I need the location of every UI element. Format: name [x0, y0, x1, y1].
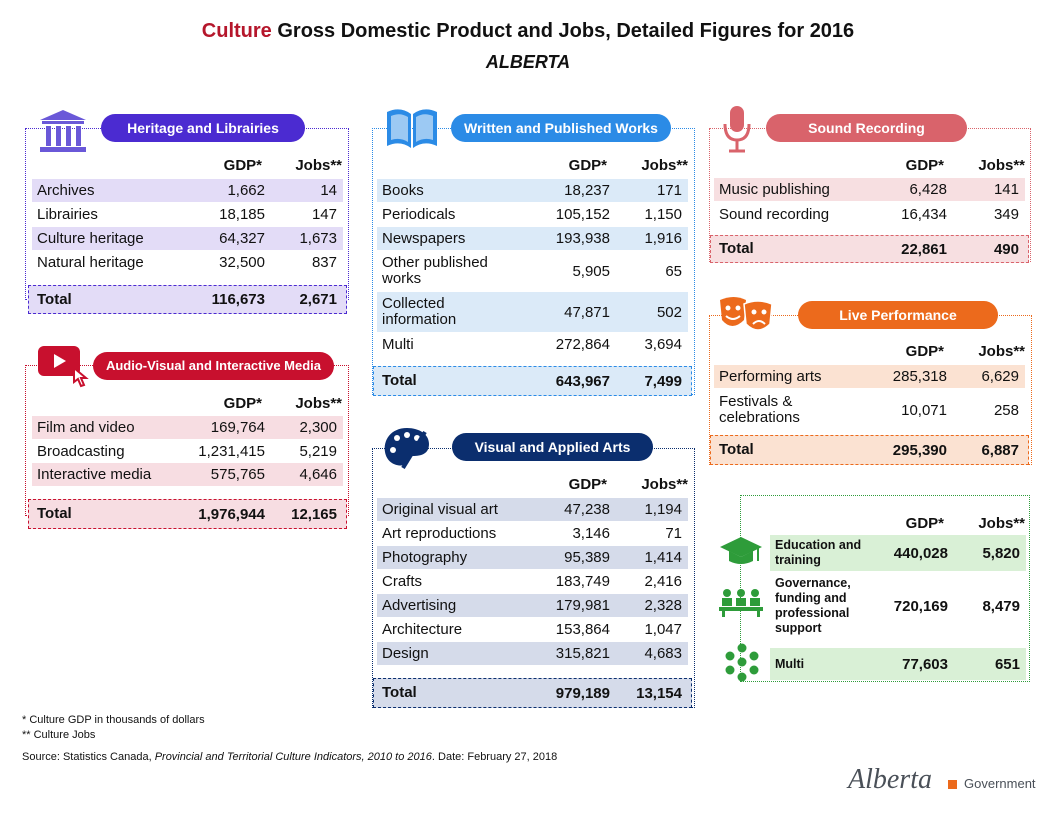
visual-row-gdp: 47,238 [564, 501, 610, 518]
sound-row-label: Music publishing [719, 180, 830, 198]
audio-row [32, 463, 343, 486]
audio-total-row [32, 501, 343, 527]
multi-dots-icon [722, 642, 762, 682]
visual-row-gdp: 153,864 [555, 621, 610, 638]
audio-row-jobs: 2,300 [299, 419, 337, 436]
written-row-gdp: 47,871 [564, 303, 610, 321]
heritage-row [32, 203, 343, 226]
audio-title: Audio-Visual and Interactive Media [93, 352, 334, 380]
audio-row [32, 440, 343, 463]
written-row-jobs: 65 [665, 262, 682, 280]
written-row [377, 179, 688, 202]
written-total-gdp: 643,967 [555, 372, 610, 390]
visual-total-label: Total [382, 684, 417, 701]
visual-row-jobs: 4,683 [644, 645, 682, 662]
audio-row-label: Film and video [37, 418, 135, 436]
other-row-gdp: 720,169 [893, 597, 948, 615]
meeting-table-icon [718, 588, 764, 618]
sound-row [714, 203, 1025, 226]
visual-total-jobs: 13,154 [636, 684, 682, 702]
visual-gdp-header: GDP* [568, 476, 607, 493]
written-row-label: Books [382, 181, 424, 199]
visual-jobs-header: Jobs** [641, 476, 688, 493]
visual-row [377, 522, 688, 545]
visual-row [377, 618, 688, 641]
heritage-row-gdp: 18,185 [219, 206, 265, 223]
sound-row-gdp: 16,434 [901, 206, 947, 223]
palette-icon [381, 424, 433, 472]
title-accent: Culture [201, 20, 272, 42]
heritage-row-label: Librairies [37, 205, 98, 223]
written-row-jobs: 502 [656, 303, 682, 321]
sound-row-jobs: 141 [993, 181, 1019, 198]
heritage-row-gdp: 32,500 [219, 254, 265, 271]
sound-row-gdp: 6,428 [909, 181, 947, 198]
live-total-jobs: 6,887 [981, 441, 1019, 459]
other-row-jobs: 8,479 [982, 597, 1020, 615]
sound-total-gdp: 22,861 [901, 240, 947, 258]
audio-gdp-header: GDP* [223, 395, 262, 412]
heritage-gdp-header: GDP* [223, 157, 262, 174]
visual-row-label: Photography [382, 548, 468, 566]
written-total-row [377, 368, 688, 394]
audio-total-label: Total [37, 505, 72, 522]
live-row [714, 365, 1025, 388]
sound-title: Sound Recording [766, 114, 967, 142]
live-row-jobs: 6,629 [981, 368, 1019, 385]
live-gdp-header: GDP* [905, 343, 944, 360]
visual-row-label: Original visual art [382, 500, 498, 518]
sound-row-label: Sound recording [719, 205, 830, 223]
audio-row-gdp: 1,231,415 [198, 443, 265, 460]
source-prefix: Source: Statistics Canada, [22, 751, 155, 763]
visual-row [377, 642, 688, 665]
audio-row-label: Broadcasting [37, 442, 125, 460]
heritage-row [32, 227, 343, 250]
heritage-total-label: Total [37, 290, 72, 308]
audio-row-jobs: 4,646 [299, 466, 337, 483]
audio-row-gdp: 575,765 [210, 466, 265, 483]
audio-total-gdp: 1,976,944 [198, 505, 265, 523]
heritage-row [32, 179, 343, 202]
visual-row-gdp: 183,749 [555, 573, 610, 590]
written-row-gdp: 272,864 [555, 336, 610, 353]
other-row-label: Governance, funding and professional support [775, 576, 851, 635]
sound-row-jobs: 349 [993, 206, 1019, 223]
source-title: Provincial and Territorial Culture Indicators, 2010 to 2016 [154, 751, 432, 763]
page-subtitle: ALBERTA [485, 52, 571, 72]
other-row-gdp: 440,028 [893, 544, 948, 562]
written-jobs-header: Jobs** [641, 157, 688, 174]
written-total-label: Total [382, 372, 417, 389]
sound-total-jobs: 490 [993, 240, 1019, 258]
visual-row [377, 498, 688, 521]
government-text: Government [964, 776, 1036, 791]
visual-row-label: Art reproductions [382, 524, 497, 542]
live-total-label: Total [719, 441, 754, 458]
sound-jobs-header: Jobs** [978, 157, 1025, 174]
written-row [377, 203, 688, 226]
audio-row [32, 416, 343, 439]
written-gdp-header: GDP* [568, 157, 607, 174]
other-row-label: Multi [775, 656, 805, 671]
heritage-row-label: Natural heritage [37, 253, 144, 271]
sound-total-label: Total [719, 240, 754, 257]
live-total-gdp: 295,390 [892, 441, 947, 459]
audio-row-jobs: 5,219 [299, 443, 337, 460]
heritage-total-gdp: 116,673 [211, 291, 265, 308]
sound-gdp-header: GDP* [905, 157, 944, 174]
written-row-gdp: 5,905 [572, 262, 610, 280]
visual-total-row [377, 680, 688, 706]
heritage-row-label: Culture heritage [37, 229, 144, 247]
visual-title: Visual and Applied Arts [452, 433, 653, 461]
written-row-label: Multi [382, 335, 414, 353]
written-row [377, 251, 688, 291]
visual-row-jobs: 1,047 [644, 621, 682, 638]
live-row-label: Performing arts [719, 367, 822, 385]
microphone-icon [720, 104, 754, 154]
visual-row-jobs: 1,194 [644, 501, 682, 518]
live-row [714, 390, 1025, 430]
audio-jobs-header: Jobs** [295, 395, 342, 412]
written-row-gdp: 105,152 [555, 206, 610, 223]
title-rest: Gross Domestic Product and Jobs, Detailed Figures for 2016 [271, 20, 855, 42]
sound-row [714, 178, 1025, 201]
visual-row [377, 594, 688, 617]
written-row [377, 333, 688, 356]
other-row [770, 572, 1026, 640]
written-row-gdp: 193,938 [555, 230, 610, 247]
written-row-label: Periodicals [382, 205, 456, 223]
live-row-label: Festivals & celebrations [719, 393, 800, 426]
page-title [0, 20, 1056, 43]
heritage-row-jobs: 1,673 [299, 230, 337, 247]
heritage-row-jobs: 147 [311, 206, 337, 223]
visual-row-gdp: 315,821 [555, 645, 610, 662]
written-row-label: Collected information [382, 295, 457, 328]
written-total-jobs: 7,499 [644, 372, 682, 390]
written-row-label: Newspapers [382, 229, 466, 247]
other-row-jobs: 5,820 [982, 544, 1020, 562]
visual-row [377, 546, 688, 569]
note-jobs: ** Culture Jobs [22, 729, 96, 741]
live-row-gdp: 285,318 [892, 368, 947, 385]
other-row-gdp: 77,603 [902, 655, 948, 673]
live-row-jobs: 258 [993, 401, 1019, 419]
live-title: Live Performance [798, 301, 998, 329]
audio-total-jobs: 12,165 [291, 505, 337, 523]
audio-row-label: Interactive media [37, 465, 152, 483]
visual-row-jobs: 2,328 [644, 597, 682, 614]
museum-icon [38, 108, 88, 154]
open-book-icon [383, 104, 441, 152]
live-row-gdp: 10,071 [901, 401, 947, 419]
visual-row-label: Advertising [382, 596, 457, 614]
heritage-total-jobs: 2,671 [299, 291, 337, 308]
heritage-row [32, 251, 343, 274]
written-row-jobs: 3,694 [644, 336, 682, 353]
heritage-row-jobs: 837 [311, 254, 337, 271]
visual-total-gdp: 979,189 [555, 684, 610, 702]
other-row-jobs: 651 [994, 655, 1020, 673]
visual-row-gdp: 95,389 [564, 549, 610, 566]
written-row-label: Other published works [382, 254, 488, 287]
live-jobs-header: Jobs** [978, 343, 1025, 360]
written-row [377, 227, 688, 250]
audio-row-gdp: 169,764 [210, 419, 265, 436]
visual-row [377, 570, 688, 593]
heritage-row-jobs: 14 [320, 182, 337, 199]
other-row-label: Education and training [775, 538, 862, 567]
theatre-masks-icon [716, 294, 776, 338]
visual-row-jobs: 71 [665, 525, 682, 542]
written-title: Written and Published Works [451, 114, 671, 142]
heritage-jobs-header: Jobs** [295, 157, 342, 174]
heritage-row-gdp: 64,327 [219, 230, 265, 247]
logo-square [948, 780, 957, 789]
video-play-icon [36, 344, 92, 390]
visual-row-label: Design [382, 644, 429, 662]
written-row-jobs: 1,916 [644, 230, 682, 247]
sound-total-row [714, 237, 1025, 261]
other-row [770, 648, 1026, 680]
visual-row-gdp: 3,146 [572, 525, 610, 542]
written-row-jobs: 171 [656, 182, 682, 199]
other-row [770, 535, 1026, 571]
heritage-row-label: Archives [37, 181, 95, 199]
written-row-gdp: 18,237 [564, 182, 610, 199]
visual-row-gdp: 179,981 [555, 597, 610, 614]
alberta-logo [848, 764, 1038, 800]
other-gdp-header: GDP* [905, 515, 944, 532]
visual-row-label: Architecture [382, 620, 463, 638]
other-jobs-header: Jobs** [978, 515, 1025, 532]
alberta-wordmark: Alberta [848, 764, 932, 795]
source-note [22, 751, 557, 763]
visual-row-jobs: 2,416 [644, 573, 682, 590]
live-total-row [714, 437, 1025, 463]
note-gdp: * Culture GDP in thousands of dollars [22, 714, 205, 726]
heritage-row-gdp: 1,662 [227, 182, 265, 199]
heritage-title: Heritage and Librairies [101, 114, 305, 142]
graduation-cap-icon [718, 535, 764, 569]
written-row [377, 292, 688, 332]
visual-row-jobs: 1,414 [644, 549, 682, 566]
written-row-jobs: 1,150 [644, 206, 682, 223]
source-date: . Date: February 27, 2018 [431, 751, 558, 763]
visual-row-label: Crafts [382, 572, 423, 590]
heritage-total-row [32, 287, 343, 312]
